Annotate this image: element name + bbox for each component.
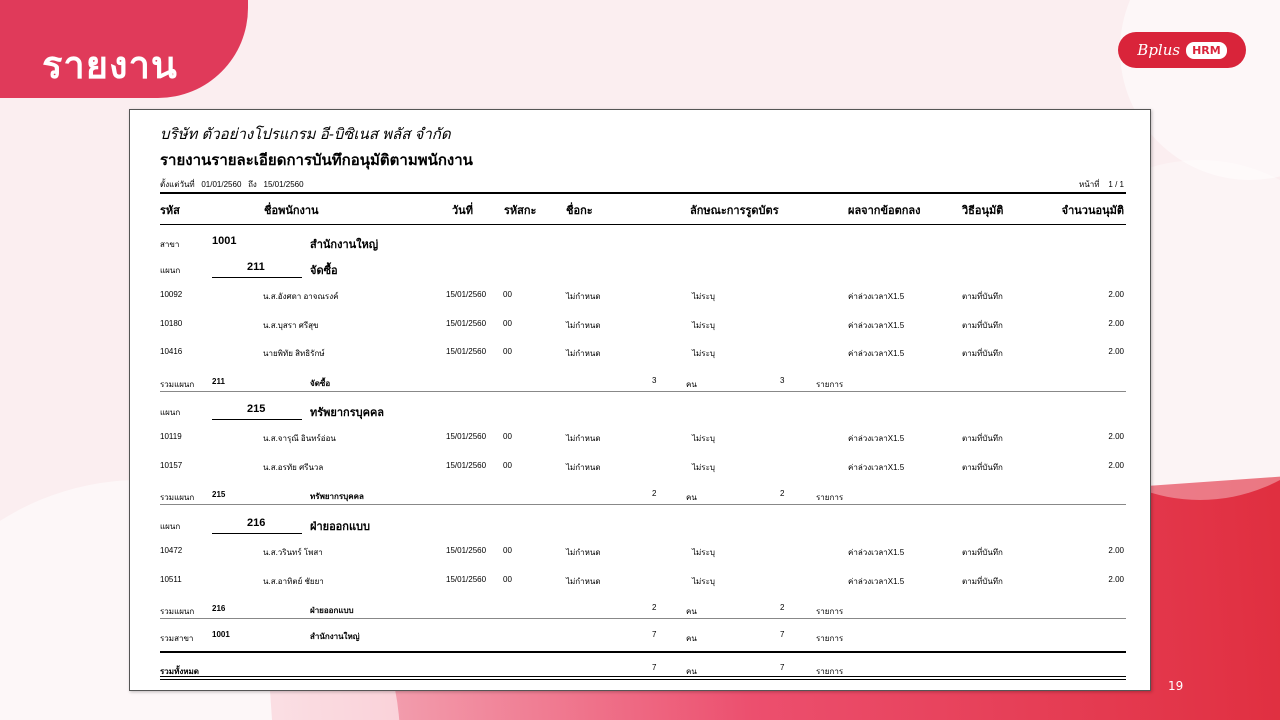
grand-total-row bbox=[130, 663, 1150, 677]
column-header: รหัส bbox=[160, 205, 180, 217]
shift-code: 00 bbox=[503, 432, 512, 441]
department-total-code: 216 bbox=[212, 604, 226, 613]
agreement-result: ค่าล่วงเวลาX1.5 bbox=[848, 292, 905, 301]
employee-name: น.ส.อาทิตย์ ชัยยา bbox=[263, 576, 324, 586]
separator-line bbox=[160, 504, 1126, 505]
branch-label: สาขา bbox=[160, 240, 180, 249]
department-label: แผนก bbox=[160, 266, 181, 275]
shift-code: 00 bbox=[503, 546, 512, 555]
employee-row bbox=[130, 290, 1150, 304]
total-persons: 2 bbox=[652, 489, 657, 498]
header-top-rule bbox=[160, 192, 1126, 194]
date: 15/01/2560 bbox=[446, 432, 487, 441]
person-unit: คน bbox=[686, 379, 697, 389]
column-header: รหัสกะ bbox=[504, 205, 537, 217]
department-total-row bbox=[130, 489, 1150, 503]
employee-id: 10416 bbox=[160, 347, 183, 356]
approved-amount: 2.00 bbox=[1108, 546, 1124, 555]
approval-method: ตามที่บันทึก bbox=[962, 349, 1003, 358]
column-header: ชื่อพนักงาน bbox=[264, 205, 319, 217]
department-total-name: จัดซื้อ bbox=[310, 378, 331, 388]
agreement-result: ค่าล่วงเวลาX1.5 bbox=[848, 434, 905, 443]
swipe-type: ไม่ระบุ bbox=[692, 462, 715, 472]
date: 15/01/2560 bbox=[446, 460, 487, 470]
approved-amount: 2.00 bbox=[1108, 574, 1124, 584]
item-unit: รายการ bbox=[816, 634, 844, 643]
date-to: 15/01/2560 bbox=[263, 180, 304, 189]
department-code: 211 bbox=[247, 261, 265, 273]
swipe-type: ไม่ระบุ bbox=[692, 434, 715, 443]
department-row bbox=[130, 262, 1150, 276]
department-total-name: ฝ่ายออกแบบ bbox=[310, 606, 354, 615]
branch-total-code: 1001 bbox=[212, 630, 230, 639]
agreement-result: ค่าล่วงเวลาX1.5 bbox=[848, 349, 905, 358]
approval-method: ตามที่บันทึก bbox=[962, 434, 1003, 443]
page-value: 1 / 1 bbox=[1108, 180, 1124, 189]
separator-line bbox=[160, 676, 1126, 677]
employee-id: 10092 bbox=[160, 290, 183, 299]
approved-amount: 2.00 bbox=[1108, 318, 1124, 328]
employee-name: น.ส.จารุณี อินทร์อ่อน bbox=[263, 434, 336, 443]
person-unit: คน bbox=[686, 493, 697, 502]
item-unit: รายการ bbox=[816, 607, 844, 616]
swipe-type: ไม่ระบุ bbox=[692, 576, 715, 586]
department-total-code: 211 bbox=[212, 376, 225, 386]
branch-total-row bbox=[130, 630, 1150, 644]
slide-page-number: 19 bbox=[1168, 679, 1184, 693]
total-persons: 2 bbox=[652, 603, 657, 612]
agreement-result: ค่าล่วงเวลาX1.5 bbox=[848, 462, 905, 472]
shift-name: ไม่กำหนด bbox=[566, 548, 601, 557]
total-items: 3 bbox=[780, 375, 785, 385]
logo-badge: HRM bbox=[1186, 42, 1227, 59]
department-code: 215 bbox=[247, 403, 266, 415]
item-unit: รายการ bbox=[816, 667, 844, 676]
branch-total-label: รวมสาขา bbox=[160, 634, 194, 643]
agreement-result: ค่าล่วงเวลาX1.5 bbox=[848, 576, 905, 586]
employee-row bbox=[130, 347, 1150, 361]
page-indicator bbox=[1079, 178, 1124, 191]
approved-amount: 2.00 bbox=[1108, 290, 1124, 299]
employee-row bbox=[130, 319, 1150, 333]
total-persons: 7 bbox=[652, 630, 657, 639]
approval-method: ตามที่บันทึก bbox=[962, 548, 1003, 557]
date: 15/01/2560 bbox=[446, 574, 487, 584]
shift-name: ไม่กำหนด bbox=[566, 576, 601, 586]
date: 15/01/2560 bbox=[446, 347, 487, 356]
swipe-type: ไม่ระบุ bbox=[692, 292, 715, 301]
header-bottom-rule bbox=[160, 224, 1126, 225]
approved-amount: 2.00 bbox=[1108, 432, 1124, 441]
total-persons: 7 bbox=[652, 663, 657, 672]
page-label: หน้าที่ bbox=[1079, 180, 1100, 189]
date-from: 01/01/2560 bbox=[201, 180, 242, 189]
dept-code-underline bbox=[212, 533, 302, 534]
employee-name: น.ส.อรทัย ศรีนวล bbox=[263, 462, 324, 472]
shift-name: ไม่กำหนด bbox=[566, 320, 601, 330]
department-name: จัดซื้อ bbox=[310, 265, 338, 277]
employee-id: 10511 bbox=[160, 574, 182, 584]
column-header: ผลจากข้อตกลง bbox=[848, 205, 921, 217]
approval-method: ตามที่บันทึก bbox=[962, 462, 1003, 472]
shift-code: 00 bbox=[503, 460, 512, 470]
date-range bbox=[160, 178, 304, 191]
swipe-type: ไม่ระบุ bbox=[692, 349, 715, 358]
shift-code: 00 bbox=[503, 347, 512, 356]
shift-name: ไม่กำหนด bbox=[566, 349, 601, 358]
date-from-label: ตั้งแต่วันที่ bbox=[160, 180, 195, 189]
shift-name: ไม่กำหนด bbox=[566, 292, 601, 301]
shift-code: 00 bbox=[503, 574, 512, 584]
employee-name: น.ส.อังศดา อาจณรงค์ bbox=[263, 292, 339, 301]
bplus-hrm-logo bbox=[1118, 32, 1246, 68]
employee-row bbox=[130, 432, 1150, 446]
department-label: แผนก bbox=[160, 408, 181, 417]
approved-amount: 2.00 bbox=[1108, 347, 1124, 356]
separator-line bbox=[160, 651, 1126, 653]
employee-name: น.ส.บุสรา ศรีสุข bbox=[263, 320, 319, 330]
department-total-label: รวมแผนก bbox=[160, 493, 195, 502]
approval-method: ตามที่บันทึก bbox=[962, 292, 1003, 301]
employee-row bbox=[130, 546, 1150, 560]
column-header: วันที่ bbox=[452, 205, 473, 217]
department-total-code: 215 bbox=[212, 490, 226, 499]
shift-code: 00 bbox=[503, 290, 512, 299]
branch-code: 1001 bbox=[212, 235, 237, 247]
person-unit: คน bbox=[686, 634, 697, 643]
total-items: 7 bbox=[780, 663, 785, 672]
slide-title: รายงาน bbox=[42, 43, 178, 87]
shift-name: ไม่กำหนด bbox=[566, 434, 601, 443]
department-total-label: รวมแผนก bbox=[160, 379, 195, 389]
employee-name: นายพิทัย สิทธิรักษ์ bbox=[263, 349, 325, 358]
grand-total-label: รวมทั้งหมด bbox=[160, 667, 199, 676]
employee-id: 10157 bbox=[160, 460, 183, 470]
item-unit: รายการ bbox=[816, 379, 844, 389]
item-unit: รายการ bbox=[816, 493, 844, 502]
separator-line bbox=[160, 391, 1126, 392]
department-label: แผนก bbox=[160, 522, 181, 531]
date: 15/01/2560 bbox=[446, 290, 487, 299]
separator-line bbox=[160, 618, 1126, 619]
department-row bbox=[130, 404, 1150, 418]
total-persons: 3 bbox=[652, 375, 657, 385]
swipe-type: ไม่ระบุ bbox=[692, 320, 715, 330]
report-title: รายงานรายละเอียดการบันทึกอนุมัติตามพนักงาน bbox=[160, 152, 473, 169]
employee-row bbox=[130, 461, 1150, 475]
employee-name: น.ส.วรินทร์ โพสา bbox=[263, 548, 323, 557]
column-header: จำนวนอนุมัติ bbox=[1061, 205, 1124, 217]
date: 15/01/2560 bbox=[446, 318, 487, 328]
department-total-label: รวมแผนก bbox=[160, 607, 195, 616]
agreement-result: ค่าล่วงเวลาX1.5 bbox=[848, 320, 905, 330]
agreement-result: ค่าล่วงเวลาX1.5 bbox=[848, 548, 905, 557]
person-unit: คน bbox=[686, 667, 697, 676]
total-items: 7 bbox=[780, 630, 785, 639]
department-total-name: ทรัพยากรบุคคล bbox=[310, 492, 364, 501]
date-to-label: ถึง bbox=[248, 180, 257, 189]
logo-text: Bplus bbox=[1137, 41, 1181, 59]
employee-id: 10180 bbox=[160, 318, 183, 328]
department-total-row bbox=[130, 376, 1150, 390]
column-header: วิธีอนุมัติ bbox=[962, 205, 1004, 217]
swipe-type: ไม่ระบุ bbox=[692, 548, 715, 557]
person-unit: คน bbox=[686, 607, 697, 616]
employee-id: 10472 bbox=[160, 546, 183, 555]
approval-method: ตามที่บันทึก bbox=[962, 320, 1003, 330]
department-row bbox=[130, 518, 1150, 532]
employee-id: 10119 bbox=[160, 432, 182, 441]
department-name: ฝ่ายออกแบบ bbox=[310, 521, 370, 533]
department-total-row bbox=[130, 603, 1150, 617]
separator-line bbox=[160, 679, 1126, 680]
company-name: บริษัท ตัวอย่างโปรแกรม อี-บิซิเนส พลัส จำกัด bbox=[160, 126, 451, 143]
shift-name: ไม่กำหนด bbox=[566, 462, 601, 472]
department-name: ทรัพยากรบุคคล bbox=[310, 407, 385, 419]
department-code: 216 bbox=[247, 517, 266, 529]
total-items: 2 bbox=[780, 603, 785, 612]
shift-code: 00 bbox=[503, 318, 512, 328]
branch-total-name: สำนักงานใหญ่ bbox=[310, 632, 360, 641]
branch-row bbox=[130, 236, 1150, 250]
approval-method: ตามที่บันทึก bbox=[962, 576, 1003, 586]
dept-code-underline bbox=[212, 277, 302, 278]
dept-code-underline bbox=[212, 419, 302, 420]
total-items: 2 bbox=[780, 489, 785, 498]
report-document bbox=[129, 109, 1151, 691]
column-header: ลักษณะการรูดบัตร bbox=[690, 205, 779, 217]
approved-amount: 2.00 bbox=[1108, 460, 1124, 470]
employee-row bbox=[130, 575, 1150, 589]
date: 15/01/2560 bbox=[446, 546, 487, 555]
branch-name: สำนักงานใหญ่ bbox=[310, 239, 379, 251]
column-header: ชื่อกะ bbox=[566, 205, 593, 217]
